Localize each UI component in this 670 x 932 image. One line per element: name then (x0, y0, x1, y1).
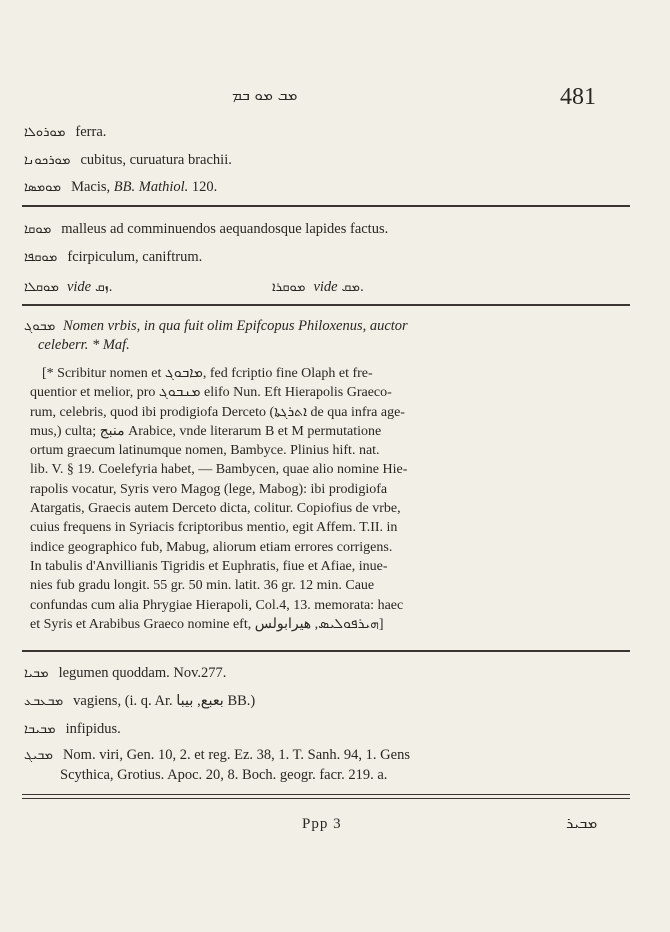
page-number: 481 (560, 84, 596, 110)
entry-definition: cubitus, curuatura brachii. (80, 152, 232, 168)
section-rule (22, 650, 630, 652)
note-line: rum, celebris, quod ibi prodigiofa Derceto (ܐܬܪܓܬܐ de qua infra age- (30, 404, 405, 420)
note-line: In tabulis d'Anvillianis Tigridis et Euphratis, fiue et Afiae, inue- (30, 558, 388, 574)
entry-definition: vagiens, (i. q. Ar. بعبع, بيبا BB.) (73, 693, 256, 709)
entry-infipidus (24, 720, 121, 738)
entry-definition: Nom. viri, Gen. 10, 2. et reg. Ez. 38, 1. T. Sanh. 94, 1. Gens (62, 747, 410, 763)
note-line: mus,) culta; منبج Arabice, vnde literarum B et M permutatione (30, 423, 382, 439)
note-line: confundas cum alia Phrygiae Hierapoli, Col.4, 13. memorata: haec (30, 597, 404, 613)
vide-label: vide (66, 279, 92, 295)
entry-cubitus (24, 151, 232, 169)
entry-headword: ܡܒܝܓ (24, 748, 53, 763)
vide-left (24, 278, 113, 296)
note-line: rapolis vocatur, Syris vero Magog (lege, Mabog): ibi prodigiofa (30, 481, 388, 497)
entry-malleus (24, 220, 388, 238)
section-rule (22, 304, 630, 306)
signature-mark: Ppp 3 (302, 816, 342, 832)
entry-headword: ܡܘܡܣܐ (24, 180, 62, 195)
section-rule (22, 798, 630, 799)
mabug-note (30, 364, 407, 634)
mabug-line-1 (24, 317, 408, 336)
entry-definition: Nomen vrbis, in qua fuit olim Epifcopus Philoxenus, auctor (62, 318, 408, 334)
note-line: ortum graecum latinumque nomen, Bambyce. Plinius hift. nat. (30, 443, 380, 459)
vide-ref: ܡܩ. (341, 280, 365, 295)
entry-headword: ܡܘܪܘܠܐ (24, 125, 66, 140)
entry-headword: ܡܘܩܦܐ (24, 250, 58, 265)
section-rule (22, 205, 630, 207)
entry-definition: fcirpiculum, caniftrum. (67, 249, 203, 265)
entry-headword: ܡܘܪܟܘܢܐ (24, 153, 71, 168)
entry-nom-viri (24, 746, 410, 764)
vide-ref: ܙܩ. (95, 280, 113, 295)
note-line: [* Scribitur nomen et ܡܐܒܘܓ, fed fcriptio fine Olaph et fre- (42, 366, 373, 381)
section-rule (22, 794, 630, 795)
entry-fcirpiculum (24, 248, 202, 266)
entry-definition: ferra. (75, 124, 107, 140)
entry-reference: BB. Mathiol. (113, 179, 189, 195)
note-line: lib. V. § 19. Coelefyria habet, — Bambycen, quae alio nomine Hie- (30, 462, 408, 478)
vide-headword: ܡܘܩܪܐ (272, 280, 306, 295)
entry-ferra (24, 123, 106, 141)
catchword: ܡܒܝܪ (566, 814, 598, 832)
note-line: quentior et melior, pro ܡܢܒܘܓ elifo Nun. Eft Hierapolis Graeco- (30, 385, 392, 401)
running-head: ܡܒ ܡܘ ܒܡ (232, 86, 298, 104)
note-line: Atargatis, Graecis autem Derceto dicta, colitur. Copiofius de vrbe, (30, 501, 401, 517)
entry-definition: Macis, (71, 179, 114, 195)
entry-definition: infipidus. (65, 721, 121, 737)
entry-definition: legumen quoddam. Nov.277. (58, 665, 227, 681)
mabug-entry (24, 317, 408, 356)
note-line: cuius frequens in Syriacis fcriptoribus mentio, egit Affem. T.II. in (30, 520, 398, 536)
entry-legumen (24, 664, 226, 682)
entry-reference-tail: 120. (188, 179, 218, 195)
entry-headword: ܡܒܝܒܐ (24, 722, 56, 737)
entry-macis (24, 178, 217, 196)
mabug-line-2: celeberr. * Maf. (38, 337, 130, 354)
note-line: et Syris et Arabibus Graeco nomine eft, ܗܝܪܦܘܠܝܣ, هيرابولس] (30, 616, 384, 632)
entry-definition: malleus ad comminuendos aequandosque lapides factus. (61, 221, 389, 237)
vide-headword: ܡܘܩܠܐ (24, 280, 59, 295)
entry-headword: ܡܘܩܐ (24, 222, 52, 237)
vide-label: vide (313, 279, 338, 295)
note-line: nies fub gradu longit. 55 gr. 50 min. latit. 36 gr. 12 min. Caue (30, 578, 375, 594)
note-line: indice geographico fub, Mabug, aliorum etiam errores corrigens. (30, 539, 393, 555)
vide-right (272, 278, 364, 296)
entry-vagiens (24, 692, 255, 710)
entry-nom-viri-cont: Scythica, Grotius. Apoc. 20, 8. Boch. geogr. facr. 219. a. (60, 767, 388, 783)
entry-headword: ܡܒܘܓ (24, 319, 56, 334)
entry-headword: ܡܒܝܐ (24, 666, 49, 681)
entry-headword: ܡܒܥܒܥ (24, 694, 64, 709)
